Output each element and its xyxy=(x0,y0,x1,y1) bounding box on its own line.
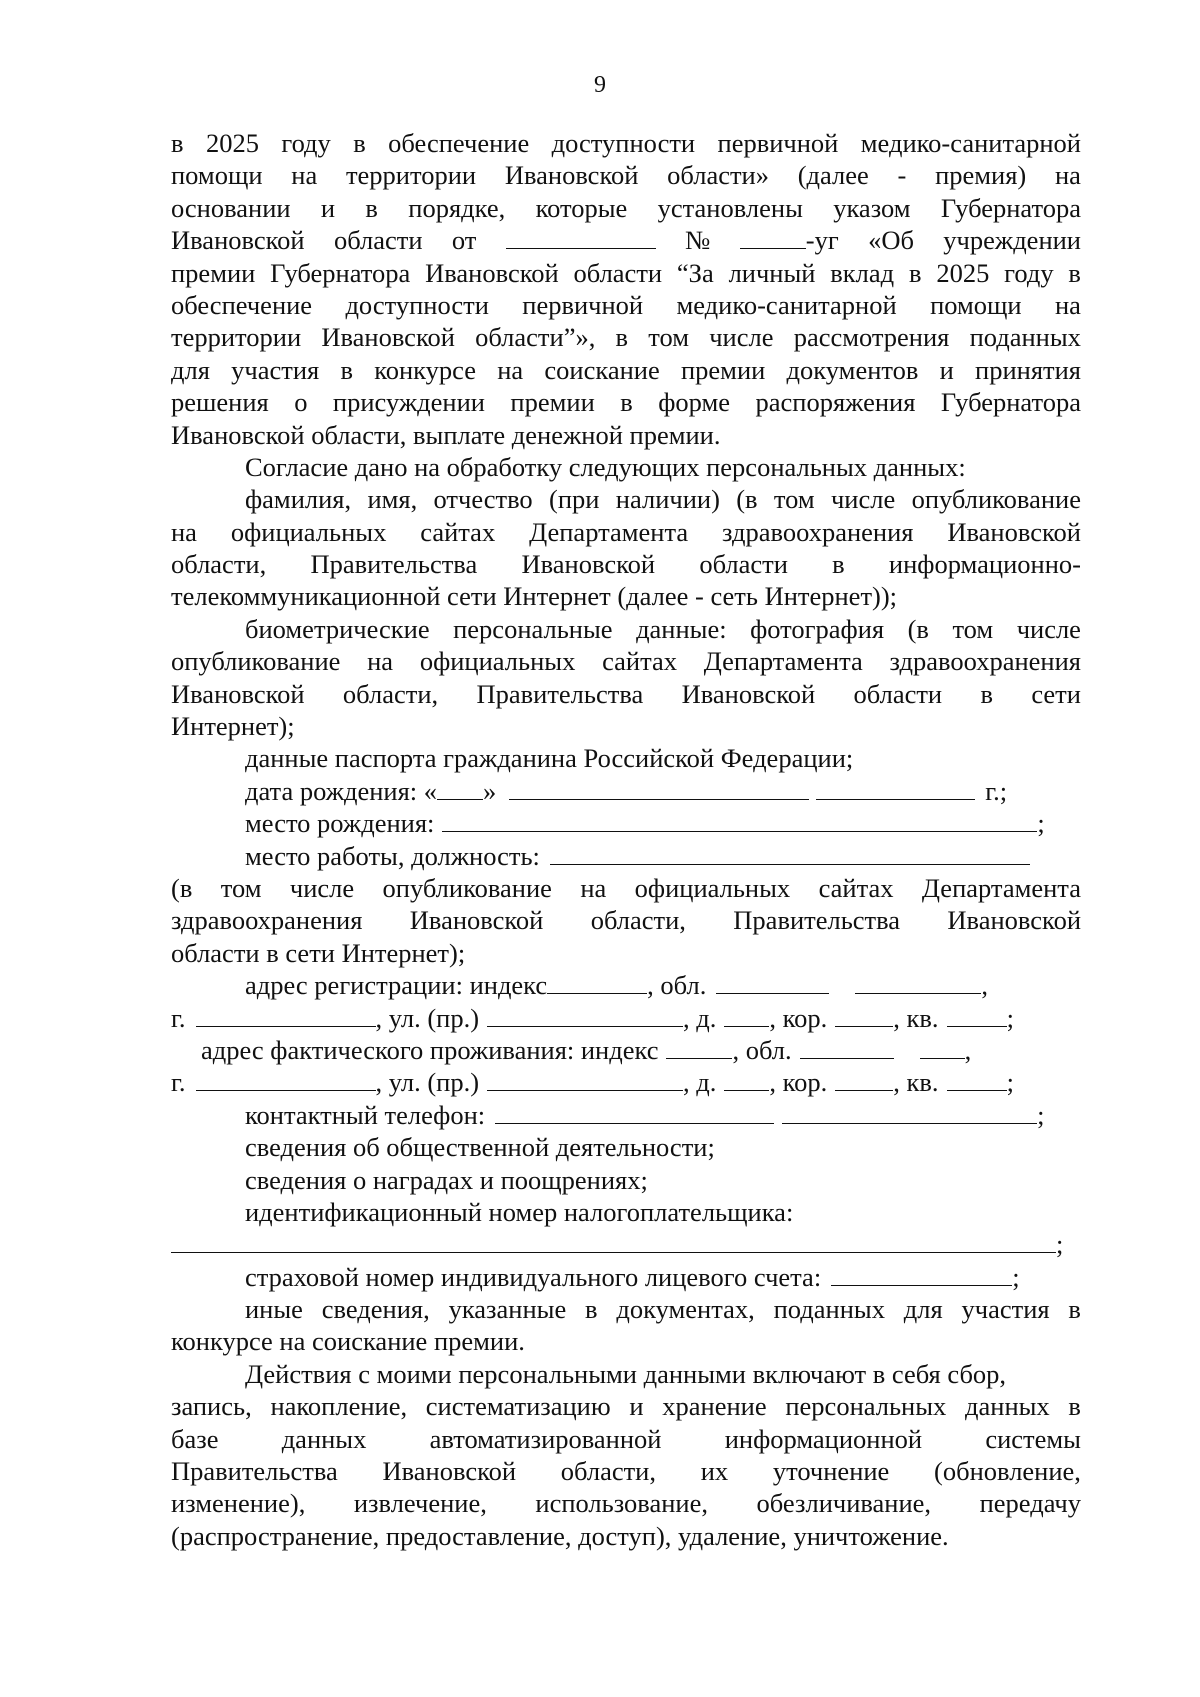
word: конкурсе xyxy=(374,354,476,385)
word: Ивановской xyxy=(947,516,1081,547)
actual-address-line: адрес фактического проживания: индекс , обл. , xyxy=(201,1034,972,1065)
text-line xyxy=(171,321,1081,353)
word: и xyxy=(629,1391,644,1422)
text-line xyxy=(171,516,1081,548)
word: премии xyxy=(680,354,766,385)
text-line xyxy=(171,904,1081,936)
word: сведения, xyxy=(321,1294,430,1325)
actual-building-field[interactable] xyxy=(835,1066,893,1091)
word: № xyxy=(685,225,711,256)
word: которые xyxy=(535,192,628,223)
word: Департамента xyxy=(703,646,863,677)
word: соискание xyxy=(544,354,660,385)
text-line xyxy=(171,1390,1081,1422)
text-line xyxy=(171,872,1081,904)
actual-region-field[interactable] xyxy=(800,1034,894,1059)
word: доступности xyxy=(551,128,696,158)
word: иные xyxy=(245,1294,303,1325)
word: Ивановской xyxy=(409,905,544,936)
word: информационной xyxy=(724,1423,923,1454)
word: медико-санитарной xyxy=(676,289,897,320)
word: Ивановской xyxy=(171,678,305,709)
inn-line: ; xyxy=(171,1228,1081,1260)
phone-field[interactable] xyxy=(495,1099,774,1124)
word: извлечение, xyxy=(353,1488,487,1519)
word: сайтах xyxy=(602,646,678,677)
text-line: Согласие дано на обработку следующих персональных данных: xyxy=(245,451,966,482)
text-line: сведения о наградах и поощрениях; xyxy=(245,1164,648,1195)
word: в xyxy=(365,192,378,223)
word: фамилия, xyxy=(245,484,352,515)
word: году xyxy=(281,128,331,158)
word: систематизацию xyxy=(425,1391,611,1422)
word: здравоохранения xyxy=(171,905,363,936)
word: Правительства xyxy=(171,1456,338,1487)
word: (в xyxy=(907,613,929,644)
word: в xyxy=(980,678,993,709)
word: числе xyxy=(709,322,774,353)
word: Правительства xyxy=(476,678,644,709)
word: биометрические xyxy=(245,613,430,644)
word: в xyxy=(908,257,922,288)
word: поданных xyxy=(773,1294,885,1325)
word: передачу xyxy=(979,1488,1081,1519)
text-line xyxy=(171,127,1081,159)
document-body xyxy=(171,127,1081,1552)
page-number: 9 xyxy=(594,72,606,98)
word: Губернатора xyxy=(270,257,411,288)
word: сайтах xyxy=(420,516,496,547)
decree-number-group: -уг xyxy=(740,224,839,256)
word: принятия xyxy=(975,354,1081,385)
word: данных xyxy=(965,1391,1050,1422)
word: их xyxy=(700,1456,729,1487)
word: от xyxy=(451,225,477,256)
word: обеспечение xyxy=(171,289,313,320)
word: учреждении xyxy=(943,225,1081,256)
word: “За xyxy=(676,257,714,288)
word: в xyxy=(340,354,353,385)
text-line xyxy=(171,1293,1081,1325)
word: том xyxy=(773,484,815,515)
word: в xyxy=(171,128,184,158)
text-line xyxy=(171,483,1081,515)
word: области, xyxy=(560,1456,656,1487)
word: Ивановской xyxy=(321,322,455,353)
word: персональные xyxy=(453,613,613,644)
word: Департамента xyxy=(921,872,1081,903)
word: Губернатора xyxy=(940,192,1081,223)
registration-street-field[interactable] xyxy=(487,1002,683,1027)
workplace-field[interactable] xyxy=(550,840,1030,865)
word: обеспечение xyxy=(388,128,530,158)
text-line xyxy=(171,1455,1081,1487)
text-line: Ивановской области, выплате денежной премии. xyxy=(171,419,721,450)
word: порядке, xyxy=(408,192,506,223)
registration-city-field[interactable] xyxy=(196,1002,376,1027)
text-line: области в сети Интернет); xyxy=(171,937,466,968)
word: информационно- xyxy=(888,549,1081,580)
snils-line: страховой номер индивидуального лицевого счета: ; xyxy=(245,1261,1020,1292)
word: для xyxy=(171,354,210,385)
actual-city-line: г. , ул. (пр.) , д. , кор. , кв. ; xyxy=(171,1067,1014,1098)
word: том xyxy=(952,613,994,644)
word: установлены xyxy=(657,192,803,223)
word: Ивановской xyxy=(521,549,656,580)
word: в xyxy=(620,387,633,418)
word: первичной xyxy=(522,289,644,320)
word: (далее xyxy=(797,160,869,191)
word: на xyxy=(1054,289,1081,320)
text-line xyxy=(171,386,1081,418)
word: помощи xyxy=(171,160,263,191)
word: рассмотрения xyxy=(793,322,950,353)
word: в xyxy=(832,549,845,580)
word: автоматизированной xyxy=(429,1423,662,1454)
word: обезличивание, xyxy=(756,1488,932,1519)
word: сайтах xyxy=(818,872,894,903)
text-line: Действия с моими персональными данными включают в себя сбор, xyxy=(245,1358,1007,1389)
snils-field[interactable] xyxy=(831,1261,1012,1286)
word: области xyxy=(573,257,663,288)
birth-place-line: место рождения: ; xyxy=(245,808,1045,839)
text-line: конкурсе на соискание премии. xyxy=(171,1326,525,1357)
text-line xyxy=(171,289,1081,321)
text-line xyxy=(171,548,1081,580)
text-line xyxy=(171,678,1081,710)
word: году xyxy=(1004,257,1054,288)
actual-region-extra-field[interactable] xyxy=(920,1034,965,1059)
word: о xyxy=(294,387,308,418)
text-line xyxy=(171,1423,1081,1455)
word: персональных xyxy=(785,1391,947,1422)
word: хранение xyxy=(662,1391,767,1422)
word: области» xyxy=(667,160,769,191)
birth-year-field[interactable] xyxy=(816,775,975,800)
birth-month-field[interactable] xyxy=(509,775,809,800)
word: накопление, xyxy=(270,1391,408,1422)
word: в xyxy=(1068,257,1081,288)
word: присуждении xyxy=(332,387,485,418)
word: в xyxy=(1068,1391,1081,1422)
phone-line: контактный телефон: ; xyxy=(245,1099,1045,1130)
word: Департамента xyxy=(529,516,689,547)
word: премии xyxy=(171,257,256,288)
text-line xyxy=(171,224,1081,256)
word: числе xyxy=(289,872,355,903)
word: уточнение xyxy=(772,1456,890,1487)
word: 2025 xyxy=(936,257,990,288)
word: запись, xyxy=(171,1391,252,1422)
word: области”», xyxy=(475,322,596,353)
word: Ивановской xyxy=(681,678,816,709)
registration-index-field[interactable] xyxy=(547,969,647,994)
word: помощи xyxy=(930,289,1022,320)
word: области, xyxy=(342,678,439,709)
actual-flat-field[interactable] xyxy=(947,1066,1007,1091)
inn-field[interactable] xyxy=(171,1228,1056,1253)
word: в xyxy=(615,322,629,353)
word: имя, xyxy=(367,484,418,515)
word: медико-санитарной xyxy=(860,128,1081,158)
word: (обновление, xyxy=(934,1456,1081,1487)
word: области xyxy=(333,225,423,256)
word: в xyxy=(1068,1294,1081,1325)
text-line: идентификационный номер налогоплательщика: xyxy=(245,1196,794,1227)
word: наличии) xyxy=(615,484,720,515)
decree-date-blank[interactable] xyxy=(506,224,656,249)
word: (при xyxy=(549,484,600,515)
word: опубликование xyxy=(171,646,341,677)
word: области xyxy=(853,678,943,709)
word: Ивановской xyxy=(171,225,305,256)
word: данные: xyxy=(636,613,727,644)
actual-index-field[interactable] xyxy=(666,1034,732,1059)
word: на xyxy=(367,646,394,677)
word: указом xyxy=(833,192,911,223)
word: распоряжения xyxy=(755,387,916,418)
word: фотография xyxy=(750,613,885,644)
word: области, xyxy=(171,549,267,580)
word: документов xyxy=(786,354,919,385)
word: премии xyxy=(510,387,595,418)
word: территории xyxy=(171,322,302,353)
word: поданных xyxy=(969,322,1081,353)
word: на xyxy=(580,872,607,903)
word: указанные xyxy=(448,1294,567,1325)
actual-city-field[interactable] xyxy=(196,1066,376,1091)
word: использование, xyxy=(535,1488,708,1519)
word: для xyxy=(903,1294,943,1325)
word: официальных xyxy=(230,516,387,547)
word: изменение), xyxy=(171,1488,306,1519)
text-line: Интернет); xyxy=(171,711,295,742)
registration-region-field[interactable] xyxy=(716,969,829,994)
word: Правительства xyxy=(310,549,478,580)
word: опубликование xyxy=(382,872,552,903)
word: на xyxy=(291,160,318,191)
word: доступности xyxy=(345,289,489,320)
word: документах, xyxy=(616,1294,755,1325)
word: области xyxy=(699,549,788,580)
word: официальных xyxy=(419,646,576,677)
word: числе xyxy=(830,484,896,515)
text-line: телекоммуникационной сети Интернет (далее - сеть Интернет)); xyxy=(171,581,898,612)
word: форме xyxy=(658,387,731,418)
word: Правительства xyxy=(733,905,901,936)
registration-flat-field[interactable] xyxy=(947,1002,1007,1027)
word: на xyxy=(1054,160,1081,191)
text-line: сведения об общественной деятельности; xyxy=(245,1132,715,1163)
word: вклад xyxy=(830,257,895,288)
word: отчество xyxy=(433,484,533,515)
registration-building-field[interactable] xyxy=(835,1002,893,1027)
text-line xyxy=(171,192,1081,224)
text-line xyxy=(171,645,1081,677)
phone-field-extra[interactable] xyxy=(782,1099,1037,1124)
word: в xyxy=(585,1294,598,1325)
text-line: данные паспорта гражданина Российской Федерации; xyxy=(245,743,854,774)
registration-region-extra-field[interactable] xyxy=(855,969,981,994)
word: личный xyxy=(728,257,816,288)
text-line xyxy=(171,159,1081,191)
word: основании xyxy=(171,192,291,223)
word: сети xyxy=(1031,678,1081,709)
birth-date-line: дата рождения: « » г.; xyxy=(245,775,1008,806)
word: и xyxy=(320,192,336,223)
word: Ивановской xyxy=(425,257,559,288)
text-line: (распространение, предоставление, доступ), удаление, уничтожение. xyxy=(171,1520,949,1551)
text-line xyxy=(171,257,1081,289)
word: Ивановской xyxy=(504,160,639,191)
text-line xyxy=(171,354,1081,386)
word: области, xyxy=(590,905,686,936)
birth-place-field[interactable] xyxy=(442,807,1037,832)
word: системы xyxy=(985,1423,1081,1454)
workplace-line: место работы, должность: xyxy=(171,840,1081,872)
word: (в xyxy=(736,484,758,515)
word: опубликование xyxy=(911,484,1081,515)
word: Ивановской xyxy=(947,905,1081,936)
word: в xyxy=(353,128,366,158)
word: том xyxy=(648,322,690,353)
decree-number-blank[interactable] xyxy=(740,224,806,249)
text-line xyxy=(171,1487,1081,1519)
word: территории xyxy=(345,160,477,191)
word: том xyxy=(220,872,262,903)
word: данных xyxy=(281,1423,367,1454)
word: Губернатора xyxy=(940,387,1081,418)
word: и xyxy=(939,354,954,385)
registration-city-line: г. , ул. (пр.) , д. , кор. , кв. ; xyxy=(171,1002,1014,1033)
word: базе xyxy=(171,1423,219,1454)
word: «Об xyxy=(868,225,914,256)
word: официальных xyxy=(634,872,791,903)
word: здравоохранения xyxy=(889,646,1081,677)
word: на xyxy=(171,516,197,547)
text-line xyxy=(171,613,1081,645)
actual-house-field[interactable] xyxy=(724,1066,769,1091)
registration-house-field[interactable] xyxy=(724,1002,769,1027)
word: премия) xyxy=(935,160,1027,191)
word: участия xyxy=(231,354,320,385)
word: здравоохранения xyxy=(722,516,914,547)
word: - xyxy=(897,160,907,191)
word: первичной xyxy=(717,128,839,158)
word: (в xyxy=(171,872,193,903)
word: решения xyxy=(171,387,269,418)
registration-address-line: адрес регистрации: индекс , обл. , xyxy=(245,970,988,1001)
word: Ивановской xyxy=(382,1456,517,1487)
word: 2025 xyxy=(205,128,259,158)
actual-street-field[interactable] xyxy=(487,1066,683,1091)
word: числе xyxy=(1016,613,1081,644)
birth-day-field[interactable] xyxy=(437,775,483,800)
word: на xyxy=(497,354,524,385)
word: участия xyxy=(961,1294,1050,1325)
